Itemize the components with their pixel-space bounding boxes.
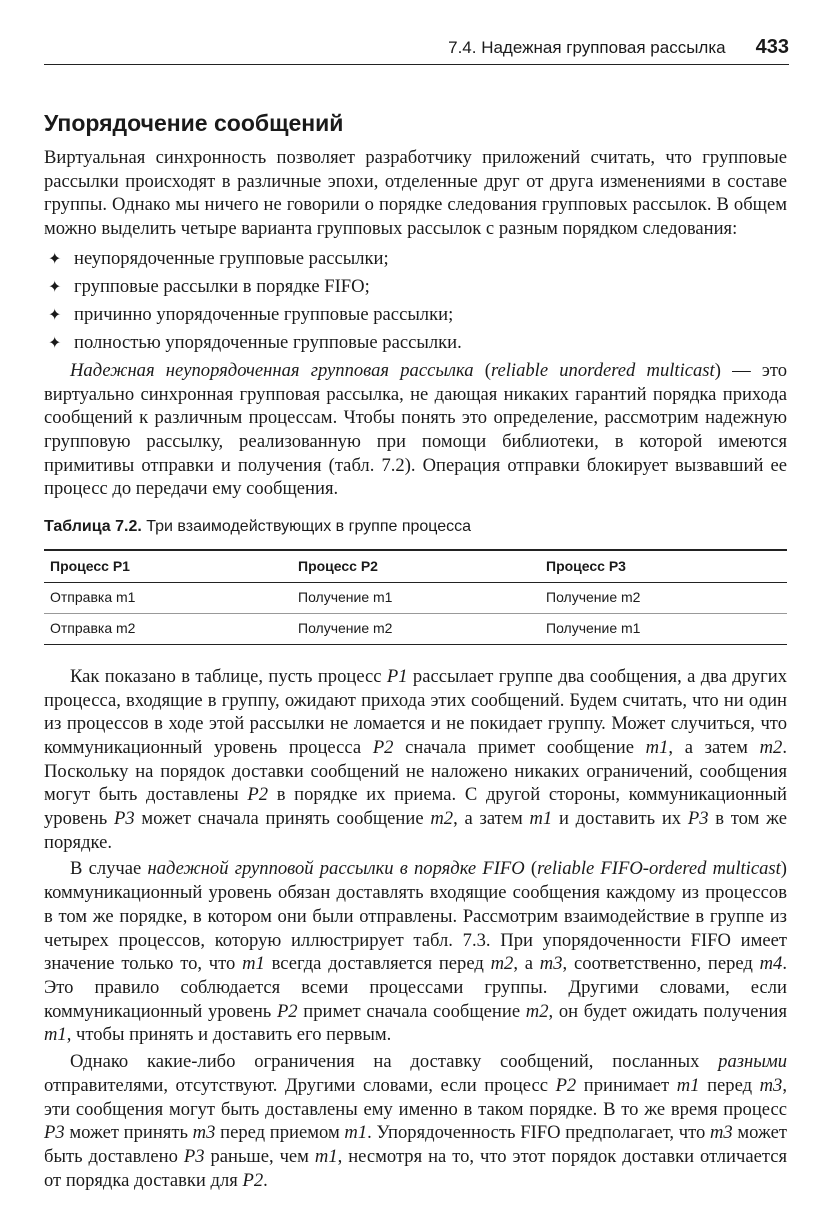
text-run: Однако какие-либо ограничения на доставку сообщений, посланных <box>70 1051 719 1073</box>
table-cell: Отправка m2 <box>50 620 136 637</box>
text-run: . <box>263 1169 268 1191</box>
text-run: , несмотря на то, что этот порядок доставки отличается от порядка доставки для <box>44 1145 788 1191</box>
unordered-multicast-paragraph <box>44 359 787 501</box>
table-cell: Получение m2 <box>298 620 393 637</box>
text-run: . Упорядоченность FIFO предполагает, что <box>367 1122 710 1144</box>
italic-term: P3 <box>183 1145 205 1167</box>
different-senders-paragraph <box>44 1050 787 1192</box>
italic-term: m3 <box>539 953 563 975</box>
text-run: и доставить их <box>552 808 688 830</box>
text-run: Как показано в таблице, пусть процесс <box>70 665 387 687</box>
column-header: Процесс P3 <box>540 550 787 583</box>
italic-term: P3 <box>44 1122 65 1144</box>
text-run: всегда доставляется перед <box>264 953 491 975</box>
list-item: ✦ неупорядоченные групповые рассылки; <box>44 245 787 273</box>
italic-term: P2 <box>555 1074 577 1096</box>
italic-term: разными <box>718 1051 787 1073</box>
text-run: , он будет ожидать получения <box>548 1000 788 1022</box>
process-message-table <box>44 549 787 645</box>
text-run: может принять <box>64 1122 193 1144</box>
italic-term: надежной групповой рассылки в порядке FIFO <box>147 858 525 880</box>
italic-term: P1 <box>386 665 408 687</box>
italic-term: P2 <box>242 1169 264 1191</box>
italic-term: m1 <box>44 1024 67 1046</box>
section-heading: Упорядочение сообщений <box>44 110 344 136</box>
text-run: перед <box>699 1074 760 1096</box>
text-run: может сначала принять сообщение <box>134 808 431 830</box>
italic-term: P2 <box>247 784 268 806</box>
italic-term: m2 <box>430 808 454 830</box>
ordering-variants-list <box>44 245 787 357</box>
term-ru: Надежная неупорядоченная групповая рассылка <box>70 359 474 381</box>
fifo-paragraph <box>44 857 787 1047</box>
italic-term: m1 <box>242 953 265 975</box>
text-run: перед приемом <box>215 1122 345 1144</box>
italic-term: m1 <box>314 1145 338 1167</box>
text-run: в порядке их приема. С другой стороны, коммуникационный уровень <box>44 784 787 830</box>
italic-term: m2 <box>759 736 783 758</box>
star-bullet-icon: ✦ <box>48 304 62 324</box>
italic-term: m3 <box>709 1122 733 1144</box>
text-run: раньше, чем <box>204 1145 315 1167</box>
italic-term: m2 <box>490 953 514 975</box>
italic-term: m1 <box>344 1122 368 1144</box>
list-item: ✦ причинно упорядоченные групповые рассылки; <box>44 301 787 329</box>
italic-term: m1 <box>645 736 669 758</box>
table-cell: Получение m1 <box>292 583 540 614</box>
text-run: , чтобы принять и доставить его первым. <box>66 1024 392 1046</box>
term-en: reliable unordered multicast <box>490 359 715 381</box>
table-cell: Отправка m1 <box>44 583 292 614</box>
example-paragraph <box>44 665 787 855</box>
italic-term: P2 <box>276 1000 298 1022</box>
text-run: , эти сообщения могут быть доставлены ему именно в таком порядке. В то же время процесс <box>44 1074 788 1120</box>
text-run: примет сначала сообщение <box>297 1000 526 1022</box>
text-run: отправителями, отсутствуют. Другими словами, если процесс <box>44 1074 556 1096</box>
text-run: , а затем <box>453 808 530 830</box>
table-row <box>44 614 787 645</box>
italic-term: P2 <box>372 736 394 758</box>
text-run: сначала примет сообщение <box>393 736 646 758</box>
column-header: Процесс P2 <box>292 550 540 583</box>
text-run: , а затем <box>668 736 760 758</box>
text-run: . Поскольку на порядок доставки сообщений не наложено никаких ограничений, сообщения могут быть доставлены <box>44 736 787 806</box>
page-body <box>44 108 787 1192</box>
table-cell: Получение m2 <box>540 583 787 614</box>
star-bullet-icon: ✦ <box>48 332 62 352</box>
italic-term: reliable FIFO-ordered multicast <box>537 858 781 880</box>
italic-term: m3 <box>192 1122 216 1144</box>
text-run: ( <box>473 359 491 381</box>
list-item: ✦ групповые рассылки в порядке FIFO; <box>44 273 787 301</box>
table-caption-label: Таблица 7.2. <box>44 518 142 536</box>
text-run: в том же порядке. <box>44 808 787 853</box>
page-number: 433 <box>755 36 789 58</box>
text-run: . Это правило соблюдается всеми процессами группы. Другими словами, если коммуникационный уровень <box>44 953 788 1022</box>
list-item: ✦ полностью упорядоченные групповые рассылки. <box>44 329 787 357</box>
text-run: ) коммуникационный уровень обязан доставлять входящие сообщения каждому из процессов в том же порядке, в котором они были отправлены. Рассмотрим взаимодействие в группе из четырех процессов, которую иллюстрирует табл. 7.3. При упорядоченности FIFO имеет значение только то, что <box>44 858 787 975</box>
italic-term: m1 <box>676 1074 700 1096</box>
text-run: может быть доставлено <box>44 1122 787 1167</box>
star-bullet-icon: ✦ <box>48 276 62 296</box>
text-run: В случае <box>70 858 148 880</box>
italic-term: m1 <box>529 808 553 830</box>
intro-paragraph: Виртуальная синхронность позволяет разработчику приложений считать, что групповые рассылки происходят в различные эпохи, отделенные друг от друга изменениями в составе группы. Однако мы ничего не говорили о порядке следования групповых рассылок. В общем можно выделить четыре варианта групповых рассылок с разным порядком следования: <box>44 147 787 240</box>
text-run: , а <box>513 953 540 975</box>
running-header <box>44 36 789 65</box>
chapter-title: 7.4. Надежная групповая рассылка <box>448 38 726 57</box>
column-header: Процесс P1 <box>44 550 292 583</box>
table-caption: Таблица 7.2. Три взаимодействующих в группе процесса <box>44 518 472 536</box>
text-run: , соответственно, перед <box>562 953 760 975</box>
italic-term: P3 <box>687 808 709 830</box>
star-bullet-icon: ✦ <box>48 248 62 268</box>
italic-term: P3 <box>114 808 135 830</box>
text-run: принимает <box>576 1074 677 1096</box>
text-run: ) — это виртуально синхронная групповая рассылка, не дающая никаких гарантий порядка прихода сообщений к различным процессам. Чтобы понять это определение, рассмотрим надежную групповую рассылку, реализованную при помощи библиотеки, в которой имеются примитивы отправки и получения (табл. 7.2). Операция отправки блокирует вызвавший ее процесс до передачи ему сообщения. <box>44 359 788 500</box>
table-header-row <box>44 550 787 583</box>
italic-term: m3 <box>759 1074 783 1096</box>
italic-term: m2 <box>525 1000 549 1022</box>
table-row <box>44 583 787 614</box>
text-run: ( <box>524 858 538 880</box>
italic-term: m4 <box>759 953 783 975</box>
table-cell: Получение m1 <box>546 620 641 637</box>
text-run: рассылает группе два сообщения, а два других процесса, входящие в группу, ожидают прихода этих сообщений. Будем считать, что ни один из процессов в ходе этой рассылки не ломается и не покидает группу. Может случиться, что коммуникационный уровень процесса <box>44 665 787 758</box>
